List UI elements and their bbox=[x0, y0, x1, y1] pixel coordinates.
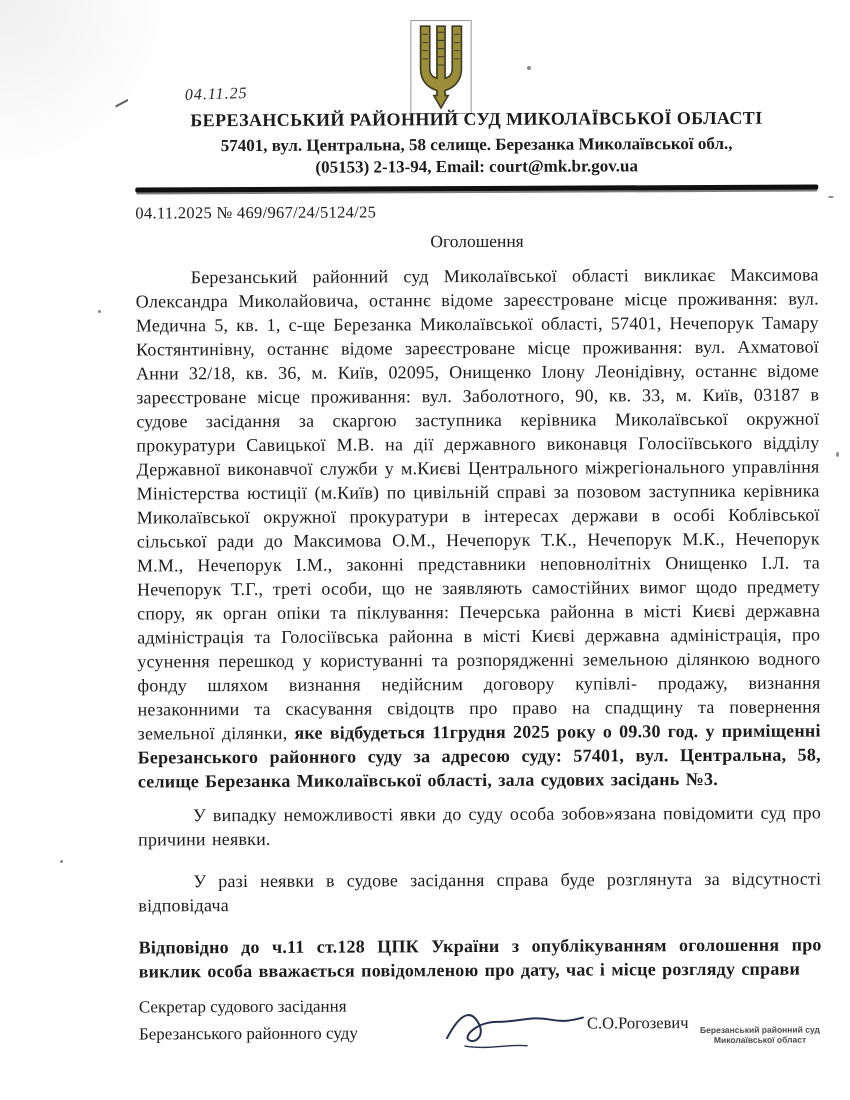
header-separator-rule bbox=[135, 185, 818, 193]
legal-basis-paragraph: Відповідно до ч.11 ст.128 ЦПК України з опублікуванням оголошення про виклик особа вважається повідомленою про дату, час і місце розгляду справи bbox=[138, 934, 822, 982]
scan-speckle bbox=[836, 452, 839, 457]
scan-speckle bbox=[98, 310, 101, 313]
secretary-role bbox=[139, 993, 358, 1048]
stamp-line1: Березанський районний суд bbox=[700, 1024, 820, 1036]
court-name-heading: БЕРЕЗАНСЬКИЙ РАЙОННИЙ СУД МИКОЛАЇВСЬКОЇ ОБЛАСТІ bbox=[190, 107, 763, 131]
secretary-role-line2: Березанського районного суду bbox=[138, 1023, 358, 1044]
scan-speckle bbox=[60, 860, 63, 863]
pen-check-mark bbox=[114, 88, 128, 107]
hearing-details-bold-text: яке відбудеться 11грудня 2025 року о 09.30 год. у приміщенні Березанського районного суду за адресою суду: 57401, вул. Центральна, 58, селище Березанка Миколаївської області, зала судових засідань №3. bbox=[137, 720, 821, 792]
signature-block bbox=[139, 991, 822, 1084]
handwritten-date: 04.11.25 bbox=[184, 84, 248, 104]
court-address-line: 57401, вул. Центральна, 58 селище. Березанка Миколаївської обл., bbox=[220, 133, 733, 156]
scan-speckle bbox=[828, 196, 834, 198]
handwritten-signature-icon bbox=[439, 998, 589, 1059]
stamp-line2: Миколаївської област bbox=[713, 1034, 807, 1045]
secretary-role-line1: Секретар судового засідання bbox=[138, 996, 347, 1017]
absence-notice-paragraph: У випадку неможливості явки до суду особа зобов»язана повідомити суд про причини неявки. bbox=[138, 802, 822, 850]
reference-date-number: 04.11.2025 № 469/967/24/5124/25 bbox=[135, 202, 377, 223]
document-content bbox=[135, 83, 822, 1084]
secretary-name: С.О.Рогозевич bbox=[586, 1013, 689, 1033]
document-title: Оголошення bbox=[430, 230, 524, 252]
main-paragraph bbox=[136, 263, 821, 794]
court-stamp-text bbox=[695, 1024, 825, 1045]
court-contact-line: (05153) 2-13-94, Email: court@mk.br.gov.ua bbox=[315, 156, 639, 177]
scan-speckle bbox=[527, 66, 531, 70]
consequence-paragraph: У разі неявки в судове засідання справа буде розглянута за відсутності відповідача bbox=[138, 868, 822, 916]
main-paragraph-text: Березанський районний суд Миколаївської області викликає Максимова Олександра Миколайовича, останнє відоме зареєстроване місце проживання: вул. Медична 5, кв. 1, с-ще Березанка Миколаївської області, 57401, Нечепорук Тамару Костянтинівну, останнє відоме зареєстроване місце проживання: вул. Ахматової Анни 32/18, кв. 36, м. Київ, 02095, Онищенко Ілону Леонідівну, останнє відоме зареєстроване місце проживання: вул. Заболотного, 90, кв. 33, м. Київ, 03187 в судове засідання за скаргою заступника керівника Миколаївської окружної прокуратури Савицької М.В. на дії державного виконавця Голосіївського відділу Державної виконавчої служби у м.Києві Центрального міжрегіонального управління Міністерства юстиції (м.Київ) по цивільній справі за позовом заступника керівника Миколаївської окружної прокуратури в інтересах держави в особі Коблівської сільської ради до Максимова О.М., Нечепорук Т.К., Нечепорук М.К., Нечепорук М.М., Нечепорук І.М., законні представники неповнолітніх Онищенко І.Л. та Нечепорук Т.Г., треті особи, що не заявляють самостійних вимог щодо предмету спору, як орган опіки та піклування: Печерська районна в місті Києві державна адміністрація та Голосіївська районна в місті Києві державна адміністрація, про усунення перешкод у користуванні та розпорядженні земельною ділянкою водного фонду шляхом визнання недійсним договору купівлі- продажу, визнання незаконними та скасування свідоцтв про право на спадщину та повернення земельної ділянки, bbox=[135, 264, 821, 744]
